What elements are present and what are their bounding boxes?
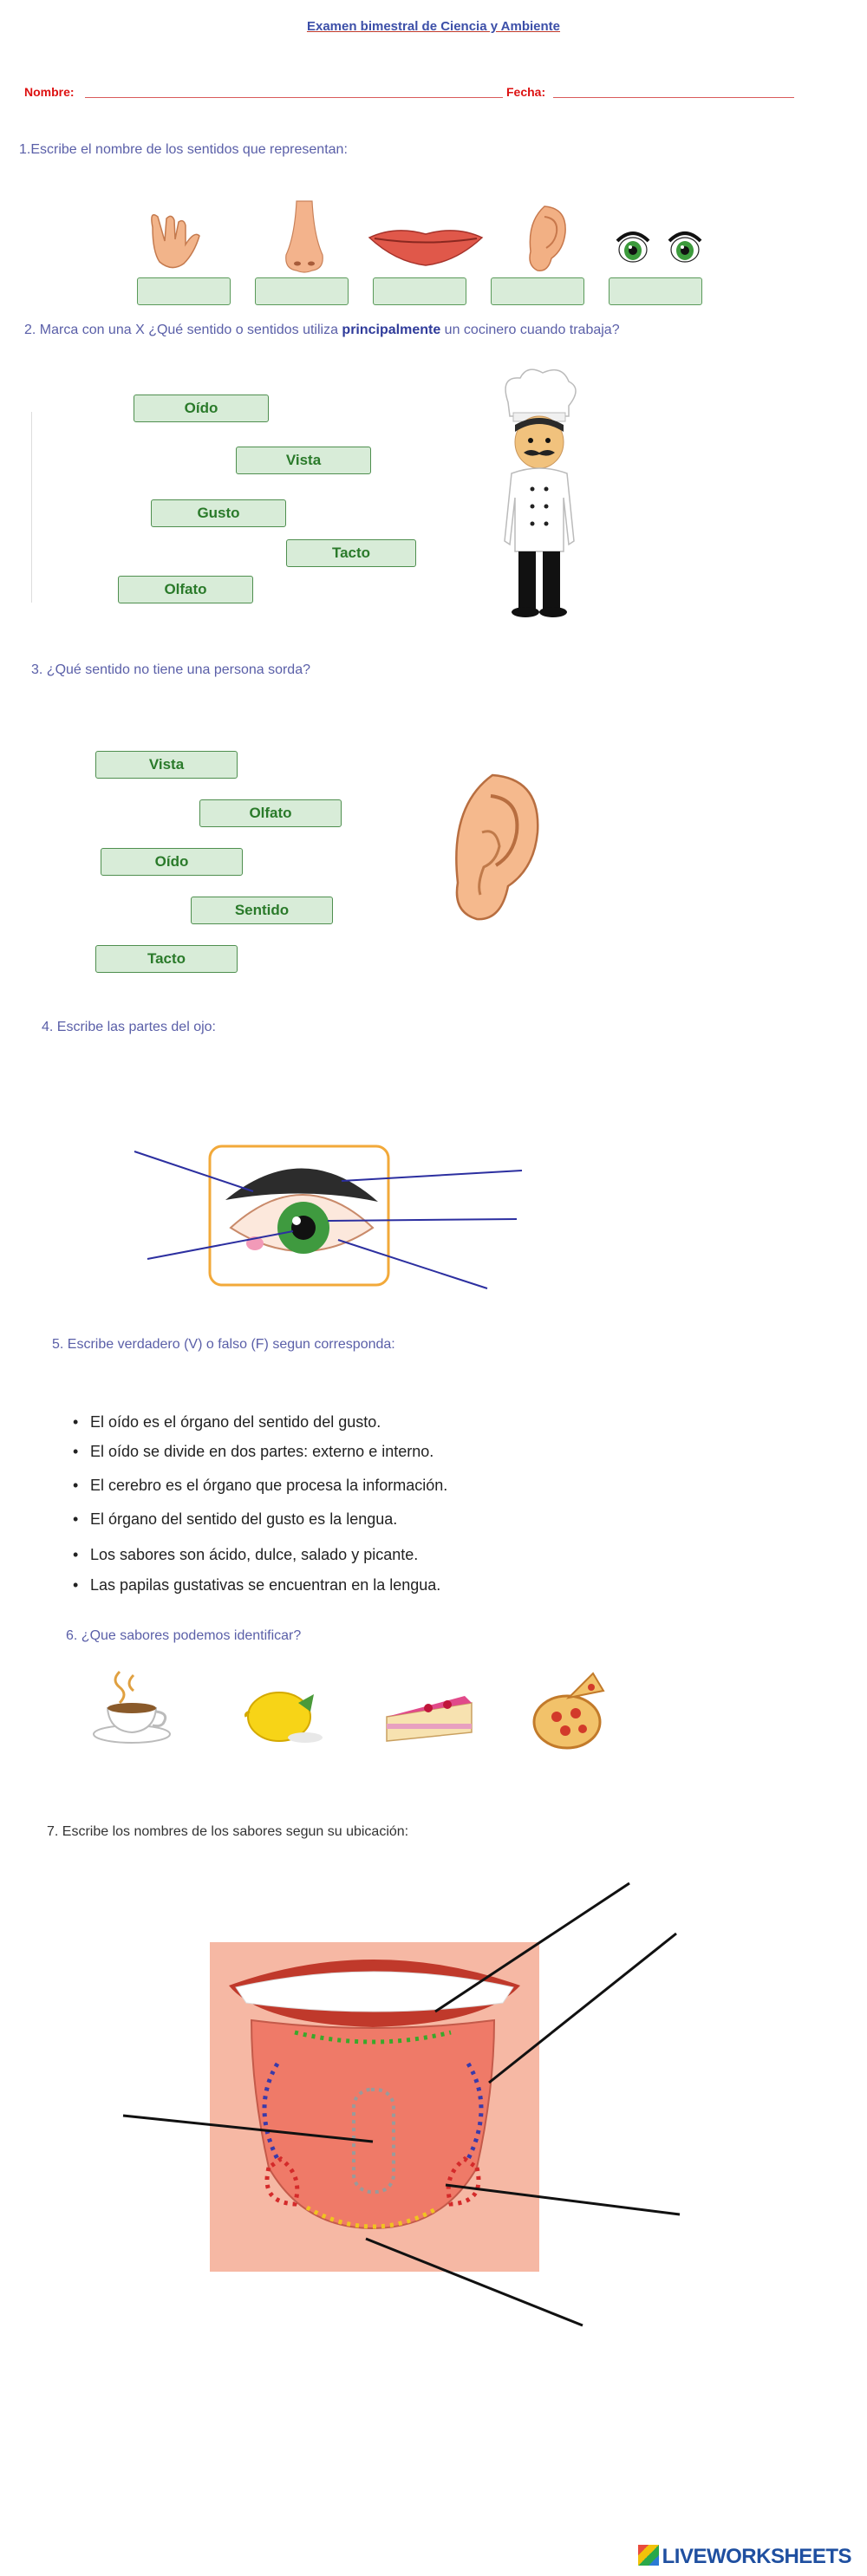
name-field[interactable]	[85, 97, 503, 98]
option-vista[interactable]: Vista	[236, 447, 371, 474]
statement-5: • Los sabores son ácido, dulce, salado y picante.	[90, 1546, 418, 1564]
date-field[interactable]	[553, 97, 794, 98]
statement-3: • El cerebro es el órgano que procesa la información.	[90, 1477, 447, 1495]
eyes-icon	[612, 227, 707, 265]
option-tacto-2[interactable]: Tacto	[95, 945, 238, 973]
eye-diagram	[130, 1145, 529, 1292]
answer-box-ear[interactable]	[491, 277, 584, 305]
mouth-icon	[369, 227, 482, 269]
option-oido-2[interactable]: Oído	[101, 848, 243, 876]
question-3: 3. ¿Qué sentido no tiene una persona sorda?	[31, 662, 310, 677]
option-oido[interactable]: Oído	[134, 395, 269, 422]
option-vista-2[interactable]: Vista	[95, 751, 238, 779]
question-6: 6. ¿Que sabores podemos identificar?	[66, 1628, 302, 1643]
cake-slice-icon	[381, 1691, 477, 1746]
page-title: Examen bimestral de Ciencia y Ambiente	[306, 19, 561, 34]
ear-large-icon	[447, 772, 543, 928]
nose-icon	[284, 201, 324, 274]
option-olfato[interactable]: Olfato	[118, 576, 253, 603]
question-2-suffix: un cocinero cuando trabaja?	[440, 323, 620, 337]
question-2	[24, 323, 620, 338]
tongue-diagram	[121, 1881, 685, 2332]
date-label: Fecha:	[506, 85, 546, 99]
pizza-icon	[531, 1672, 605, 1751]
liveworksheets-logo	[638, 2545, 851, 2569]
answer-box-mouth[interactable]	[373, 277, 466, 305]
answer-box-hand[interactable]	[137, 277, 231, 305]
answer-box-eyes[interactable]	[609, 277, 702, 305]
question-1: 1.Escribe el nombre de los sentidos que representan:	[19, 142, 348, 157]
statement-6: • Las papilas gustativas se encuentran en la lengua.	[90, 1576, 440, 1595]
question-7: 7. Escribe los nombres de los sabores segun su ubicación:	[47, 1824, 409, 1839]
option-olfato-2[interactable]: Olfato	[199, 799, 342, 827]
ear-icon	[525, 205, 569, 274]
hand-icon	[146, 201, 206, 272]
option-gusto[interactable]: Gusto	[151, 499, 286, 527]
question-2-text: 2. Marca con una X ¿Qué sentido o sentidos utiliza	[24, 323, 342, 337]
divider	[31, 412, 32, 603]
lemon-icon	[244, 1686, 328, 1746]
question-4: 4. Escribe las partes del ojo:	[42, 1020, 216, 1034]
statement-1: • El oído es el órgano del sentido del gusto.	[90, 1413, 381, 1431]
option-sentido[interactable]: Sentido	[191, 897, 333, 924]
name-label: Nombre:	[24, 85, 75, 99]
question-5: 5. Escribe verdadero (V) o falso (F) segun corresponda:	[52, 1337, 395, 1352]
statement-2: • El oído se divide en dos partes: externo e interno.	[90, 1443, 434, 1461]
statement-4: • El órgano del sentido del gusto es la lengua.	[90, 1510, 397, 1529]
option-tacto[interactable]: Tacto	[286, 539, 416, 567]
answer-box-nose[interactable]	[255, 277, 349, 305]
chef-icon	[496, 368, 579, 617]
question-2-bold: principalmente	[342, 323, 441, 337]
logo-text: LIVEWORKSHEETS	[662, 2545, 851, 2568]
coffee-cup-icon	[90, 1668, 173, 1746]
logo-icon	[638, 2545, 659, 2566]
